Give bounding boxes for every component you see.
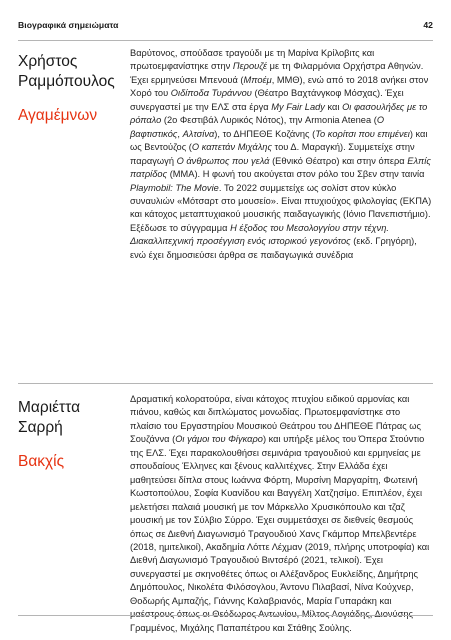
bio-italic-run: Η έξοδος του Μεσολογγίου στην τέχνη. Διακαλλιτεχνική προσέγγιση ενός ιστορικού γεγονότος xyxy=(130,222,390,247)
performer-last-name: Σαρρή xyxy=(18,419,63,436)
bio-italic-run: Μποέμ xyxy=(243,74,272,85)
bio-entry xyxy=(18,393,433,635)
section-title: Βιογραφικά σημειώματα xyxy=(18,20,119,30)
bio-text-run: ) και ως Βεντούζος ( xyxy=(130,128,428,153)
bio-italic-run: Περουζέ xyxy=(232,61,268,72)
bio-italic-run: Ελπίς πατρίδος xyxy=(130,155,431,180)
bio-text-run: και xyxy=(324,101,343,112)
bio-text-run: (εκδ. Γρηγόρη), ενώ έχει δημοσιεύσει άρθρα σε παιδαγωγικά συνέδρια xyxy=(130,236,417,260)
bio-text-run: ), το ΔΗΠΕΘΕ Κοζάνης ( xyxy=(214,128,316,139)
bio-entry xyxy=(18,47,433,262)
bio-text-run: (Εθνικό Θέατρο) και στην όπερα xyxy=(269,155,408,166)
page-number: 42 xyxy=(423,20,433,30)
bio-text-run: , xyxy=(177,128,183,139)
bio-text-run: (2ο Φεστιβάλ Λυρικός Νότος), την Armonia Atenea ( xyxy=(161,115,377,126)
performer-role: Αγαμέμνων xyxy=(18,107,98,124)
bio-text-run: ) και υπήρξε μέλος του Όπερα Στούντιο της ΕΛΣ. Έχει παρακολουθήσει σεμινάρια τραγουδιού και ερμηνείας με σπουδαίους Έλληνες και ξένους καλλιτέχνες. Στην Ελλάδα έχει μαθητεύσει δίπλα στους Ιωάννα Φόρτη, Μυρσίνη Μαργαρίτη, Φωτεινή Κωστοπούλου, Σοφία Κυανίδου και Βαγγέλη Χατζησίμο. Επιπλέον, έχει μελετήσει παλαιά μουσική με τον Μάρκελλο Χρυσικόπουλο και τζαζ μουσική με τον Σύλβιο Σύρρο. Έχει συμμετάσχει σε διεθνείς θεσμούς όπως σε Διεθνή Διαγωνισμό Τραγουδιού Χανς Γκάμπορ Μπελβεντέρε (2018, ημιτελικοί), Ακαδημία Λόττε Λέχμαν (2019, πλήρης υποτροφία) και Διεθνή Διαγωνισμό Τραγουδιού Βιντσέρό (2021, τελικοί). Έχει συνεργαστεί με σκηνοθέτες όπως οι Αλέξανδρος Ευκλείδης, Δημήτρης Δημόπουλος, Νικολέτα Φιλόσογλου, Άντονυ Πιλαβασί, Νίνα Κούχνερ, Θοδωρής Αμπαζής, Γιάννης Καλαβριανός, Μαρία Γυπαράκη και μαέστρους όπως οι Θεόδωρος Αντωνίου, Μίλτος Λογιάδης, Διονύσης Γραμμένος, Μιχάλης Παπαπέτρου και Στάθης Σούλης. xyxy=(130,434,430,633)
performer-last-name: Ραμμόπουλος xyxy=(18,73,115,90)
performer-first-name: Χρήστος xyxy=(18,53,78,70)
performer-column xyxy=(18,47,130,262)
performer-name xyxy=(18,398,130,438)
middle-divider xyxy=(18,383,433,384)
bio-italic-run: Οι φασουλήδες με το ρόπαλο xyxy=(130,101,428,126)
bio-text-run: του Δ. Μαραγκή). Συμμετείχε στην παραγωγή xyxy=(130,142,415,166)
bio-italic-run: My Fair Lady xyxy=(271,101,325,112)
bio-italic-run: Οι γάμοι του Φίγκαρο xyxy=(175,434,263,445)
bio-italic-run: Playmobil: The Movie xyxy=(130,182,219,193)
bio-text-run: με τη Φιλαρμόνια Ορχήστρα Αθηνών. Έχει ερμηνεύσει Μπενουά ( xyxy=(130,61,424,85)
page-header xyxy=(18,20,433,36)
bio-text xyxy=(130,393,433,635)
bio-italic-run: Το κορίτσι που επιμένει xyxy=(315,128,410,139)
bio-italic-run: Οιδίποδα Τυράννου xyxy=(170,88,252,99)
bio-text xyxy=(130,47,433,262)
bio-text-run: (ΜΜΑ). Η φωνή του ακούγεται στον ρόλο του Σβεν στην ταινία xyxy=(167,169,425,180)
performer-column xyxy=(18,393,130,635)
bio-text-run: , ΜΜΘ), ενώ από το 2018 ανήκει στον Χορό του xyxy=(130,74,429,99)
bio-italic-run: Ο βαφτιστικός xyxy=(130,115,385,139)
bio-italic-run: Αλτσίνα xyxy=(182,128,215,139)
performer-name xyxy=(18,52,130,92)
bottom-divider xyxy=(18,615,433,616)
bio-italic-run: Ο άνθρωπος που γελά xyxy=(176,155,270,166)
performer-first-name: Μαριέττα xyxy=(18,399,81,416)
bio-text-run: . Το 2022 συμμετείχε ως σολίστ στον κύκλο συναυλιών «Μότσαρτ στο μουσείο». Είναι πτυχιούχος φιλολογίας (ΕΚΠΑ) και κάτοχος μεταπτυχιακού μουσικής παιδαγωγικής (Ιόνιο Πανεπιστήμιο). Εξέδωσε το σύγγραμμα xyxy=(130,182,432,233)
bio-text-run: (Θέατρο Βαχτάνγκοφ Μόσχας). Έχει συνεργαστεί με την ΕΛΣ στα έργα xyxy=(130,88,404,112)
bio-text-run: Δραματική κολορατούρα, είναι κάτοχος πτυχίου ειδικού αρμονίας και πιάνου, καθώς και διπλώματος μονωδίας. Πρωτοεμφανίστηκε στο πλαίσιο του Εργαστηρίου Μουσικού Θεάτρου του ΔΗΠΕΘΕ Πάτρας ως Σουζάννα ( xyxy=(130,394,422,445)
performer-role: Βακχίς xyxy=(18,453,65,470)
bio-italic-run: Ο καπετάν Μιχάλης xyxy=(191,142,272,153)
bio-text-run: Βαρύτονος, σπούδασε τραγούδι με τη Μαρίνα Κρίλοβιτς και πρωτοεμφανίστηκε στην xyxy=(130,48,375,72)
top-divider xyxy=(18,40,433,41)
